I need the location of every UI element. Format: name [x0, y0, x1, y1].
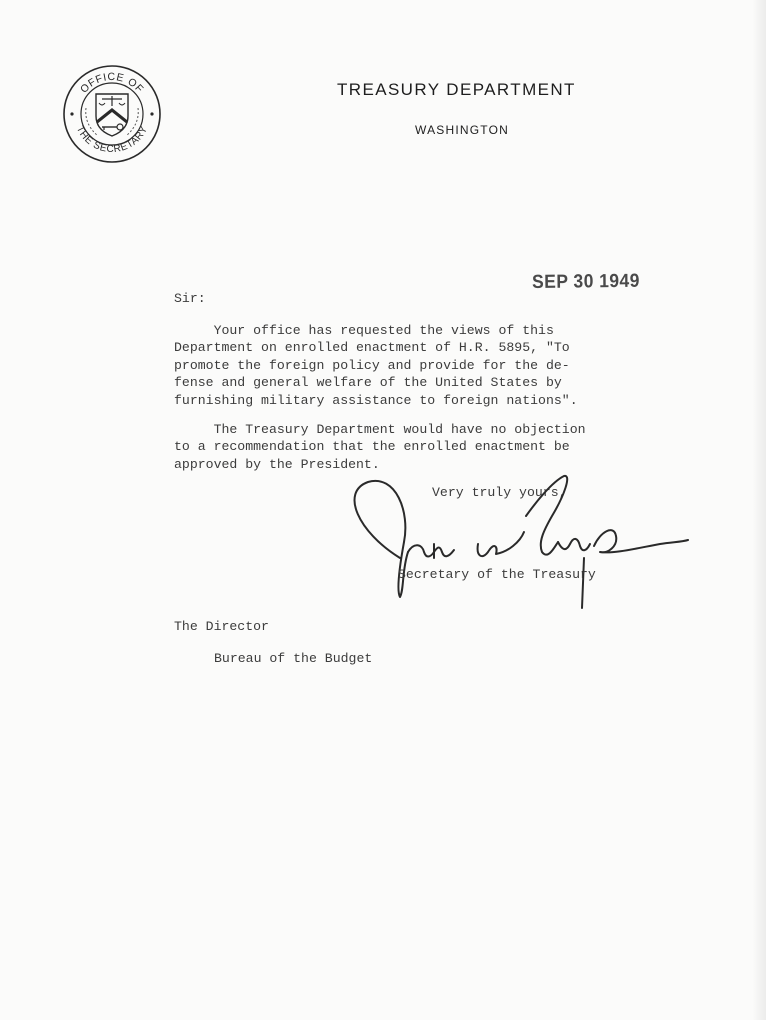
seal-text-bottom: THE SECRETARY	[73, 124, 151, 156]
closing: Very truly yours,	[432, 485, 567, 500]
signer-title: Secretary of the Treasury	[398, 567, 596, 582]
addressee: The Director	[174, 619, 269, 634]
addressee-organization: Bureau of the Budget	[214, 651, 373, 666]
svg-text:THE SECRETARY	[74, 124, 150, 155]
salutation: Sir:	[174, 291, 206, 306]
body-paragraph-1: Your office has requested the views of this Department on enrolled enactment of H.R. 5895, "To promote the foreign policy and provide for the de- fense and general welfare of the United States by furnishing military assistance to foreign nations".	[174, 323, 578, 408]
letterhead-department: TREASURY DEPARTMENT	[337, 80, 576, 99]
seal-text-top: OFFICE OF	[78, 70, 147, 96]
date-stamp: SEP 30 1949	[532, 270, 640, 293]
body-paragraph-2: The Treasury Department would have no objection to a recommendation that the enrolled enactment be approved by the President.	[174, 422, 586, 472]
letterhead-city: WASHINGTON	[415, 123, 510, 137]
treasury-seal	[62, 64, 162, 164]
